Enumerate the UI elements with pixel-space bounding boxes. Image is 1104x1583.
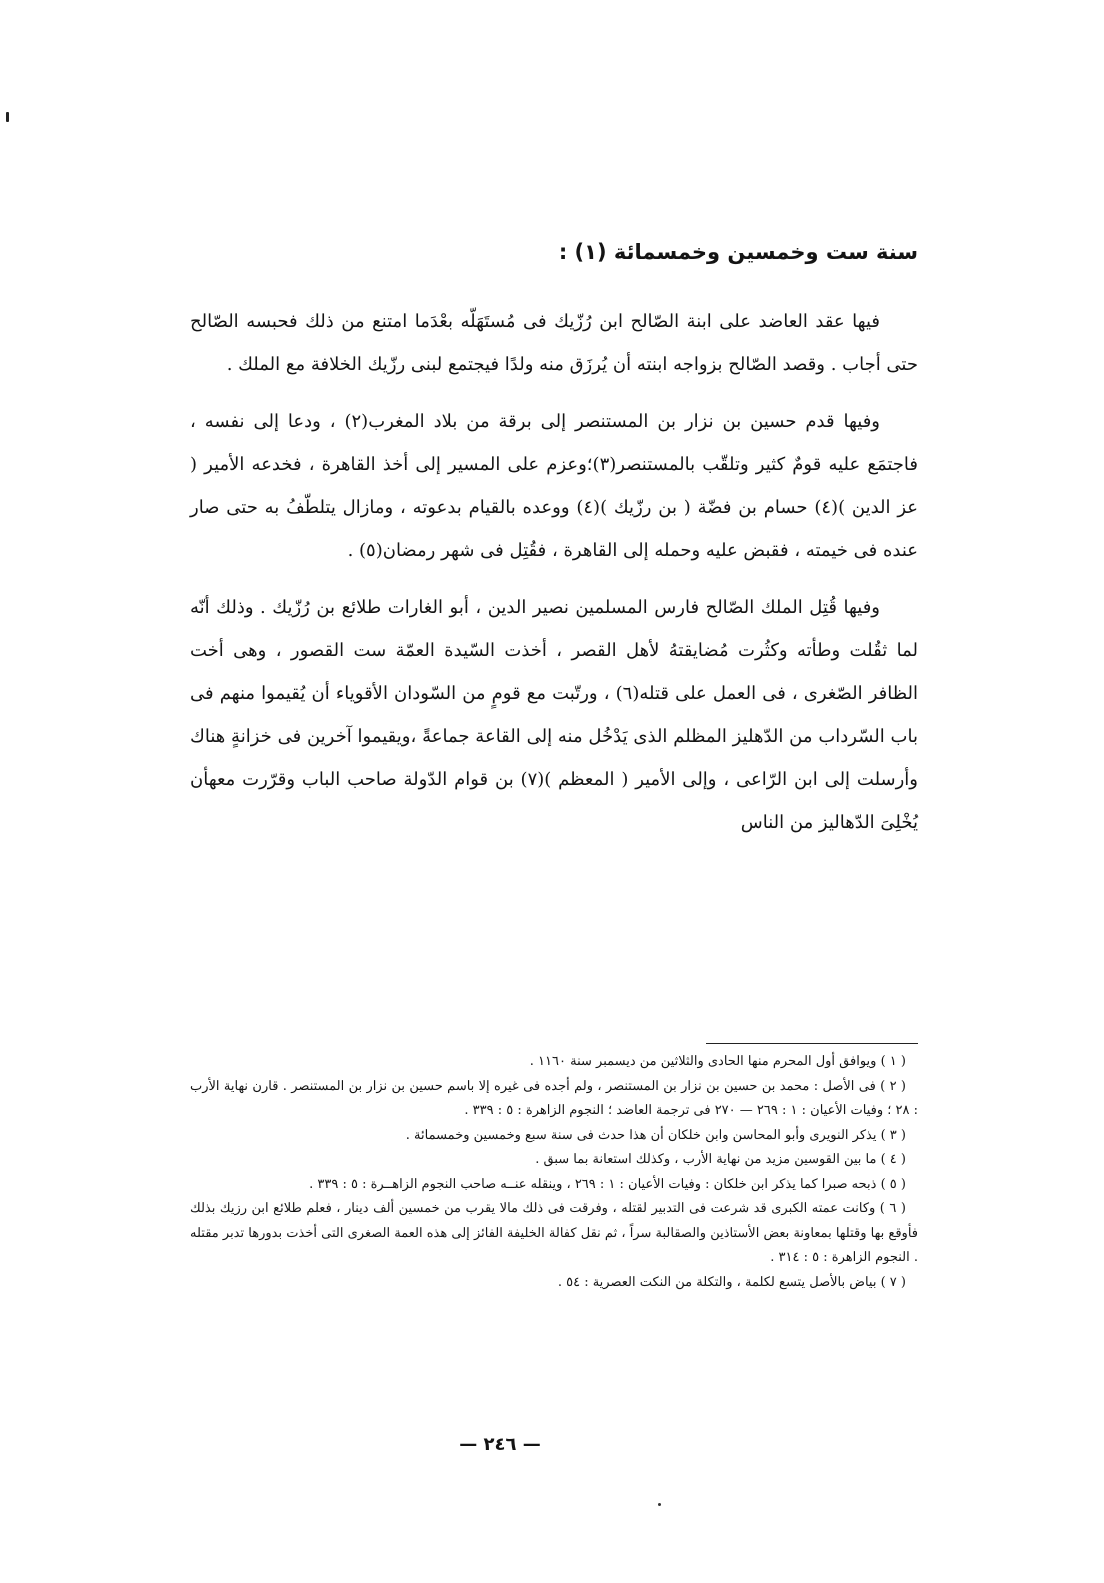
scan-edge-mark — [6, 112, 9, 122]
section-heading: سنة ست وخمسين وخمسمائة (١) : — [558, 240, 918, 264]
footnote-2: ( ٢ ) فى الأصل : محمد بن حسين بن نزار بن المستنصر ، ولم أجده فى غيره إلا باسم حسين بن نزار بن المستنصر . قارن نهاية الأرب : ٢٨ ؛ وفيات الأعيان : ١ : ٢٦٩ — ٢٧٠ فى ترجمة العاضد ؛ النجوم الزاهرة : ٥ : ٣٣٩ . — [190, 1078, 918, 1118]
paragraph-2: وفيها قدم حسين بن نزار بن المستنصر إلى برقة من بلاد المغرب(٢) ، ودعا إلى نفسه ، فاجتمَع عليه قومٌ كثير وتلقّب بالمستنصر(٣)؛وعزم على المسير إلى أخذ القاهرة ، فخدعه الأمير ( عز الدين )(٤) حسام بن فضّة ( بن رزّيك )(٤) ووعده بالقيام بدعوته ، ومازال يتلطّفُ به حتى صار عنده فى خيمته ، فقبض عليه وحمله إلى القاهرة ، فقُتِل فى شهر رمضان(٥) . — [190, 411, 918, 561]
paragraph-3: وفيها قُتِل الملك الصّالح فارس المسلمين نصير الدين ، أبو الغارات طلائع بن رُزّيك . وذلك أنّه لما ثقُلت وطأته وكثُرت مُضايقتهُ لأهل القصر ، أخذت السّيدة العمّة ست القصور ، وهى أخت الظافر الصّغرى ، فى العمل على قتله(٦) ، ورتّبت مع قومٍ من السّودان الأقوياء أن يُقيموا منهم فى باب السّرداب من الدّهليز المظلم الذى يَدْخُل منه إلى القاعة جماعةً ،ويقيموا آخرين فى خزانةٍ هناك وأرسلت إلى ابن الرّاعى ، وإلى الأمير ( المعظم )(٧) بن قوام الدّولة صاحب الباب وقرّرت معهأن يُخْلِىَ الدّهاليز من الناس — [190, 597, 918, 833]
footnote-5: ( ٥ ) ذبحه صبرا كما يذكر ابن خلكان : وفيات الأعيان : ١ : ٢٦٩ ، وينقله عنــه صاحب النجوم الزاهــرة : ٥ : ٣٣٩ . — [309, 1176, 906, 1192]
main-text — [190, 300, 918, 844]
paragraph-1: فيها عقد العاضد على ابنة الصّالح ابن رُزّيك فى مُستَهَلّه بعْدَما امتنع من ذلك فحبسه الصّالح حتى أجاب . وقصد الصّالح بزواجه ابنته أن يُرزَق منه ولدًا فيجتمع لبنى رزّيك الخلافة مع الملك . — [190, 311, 918, 375]
footnote-4: ( ٤ ) ما بين القوسين مزيد من نهاية الأرب ، وكذلك استعانة بما سبق . — [535, 1152, 906, 1167]
page-number: — ٢٤٦ — — [459, 1434, 541, 1455]
footnote-3: ( ٣ ) يذكر النويرى وأبو المحاسن وابن خلكان أن هذا حدث فى سنة سبع وخمسين وخمسمائة . — [405, 1127, 906, 1143]
footnote-1: ( ١ ) ويوافق أول المحرم منها الحادى والثلاثين من ديسمبر سنة ١١٦٠ . — [529, 1054, 906, 1069]
footnote-7: ( ٧ ) بياض بالأصل يتسع لكلمة ، والتكلة من النكت العصرية : ٥٤ . — [557, 1274, 906, 1290]
footnotes — [190, 1050, 918, 1295]
footnote-6: ( ٦ ) وكانت عمته الكبرى قد شرعت فى التدبير لقتله ، وفرقت فى ذلك مالا يقرب من خمسين ألف دينار ، فعلم طلائع ابن رزيك بذلك فأوقع بها وقتلها بمعاونة بعض الأستاذين والصقالبة سراً ، ثم نقل كفالة الخليفة الفائز إلى هذه العمة الصغرى التى أخذت بدورها تدبر مقتله . النجوم الزاهرة : ٥ : ٣١٤ . — [190, 1201, 918, 1265]
footnote-divider — [706, 1043, 918, 1044]
scan-speck — [658, 1503, 661, 1506]
